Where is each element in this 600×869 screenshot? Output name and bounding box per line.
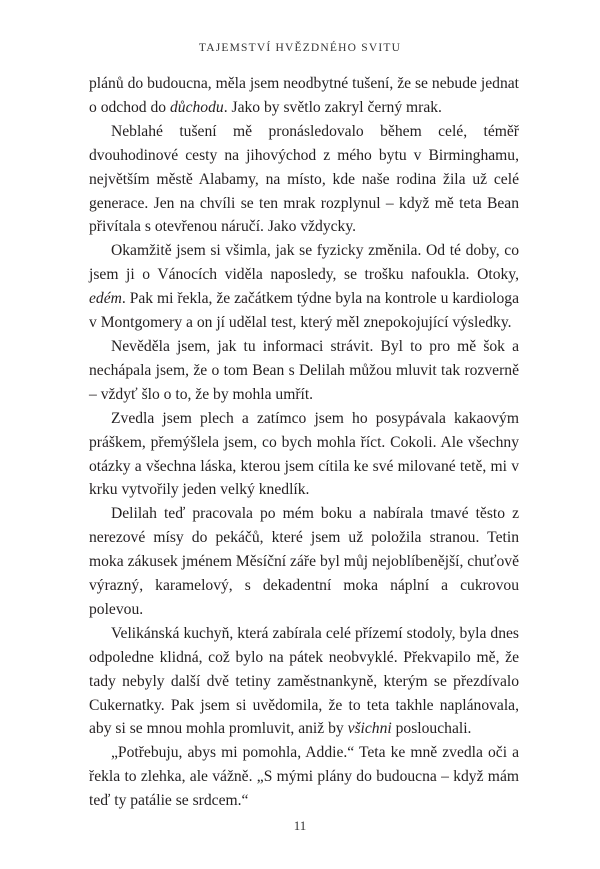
- paragraph: [89, 120, 519, 240]
- body-text: [89, 72, 519, 813]
- italic-text: edém: [89, 290, 122, 308]
- page-number: 11: [293, 818, 307, 833]
- paragraph: [89, 622, 519, 742]
- paragraph: [89, 502, 519, 622]
- text-run: . Pak mi řekla, že začátkem týdne byla na kontrole u kardiologa v Montgomery a on jí udělal test, který měl znepokojující výsledky.: [89, 290, 519, 332]
- running-head: TAJEMSTVÍ HVĚZDNÉHO SVITU: [198, 42, 402, 54]
- paragraph: [89, 72, 519, 120]
- text-run: plánů do budoucna, měla jsem neodbytné tušení, že se nebude jednat o odchod do: [89, 75, 519, 116]
- paragraph: [89, 741, 519, 813]
- text-run: Nevěděla jsem, jak tu informaci strávit. Byl to pro mě šok a nechápala jsem, že o tom Bean s Delilah můžou mluvit tak rozverně – vždyť šlo o to, že by mohla umřít.: [89, 337, 519, 403]
- italic-text: důchodu: [170, 98, 224, 116]
- paragraph: [89, 335, 519, 407]
- text-run: Okamžitě jsem si všimla, jak se fyzicky změnila. Od té doby, co jsem ji o Vánocích viděla naposledy, se trošku nafoukla. Otoky,: [89, 242, 519, 284]
- text-run: Neblahé tušení mě pronásledovalo během celé, téměř dvouhodinové cesty na jihovýchod z mého bytu v Birminghamu, největším městě Alabamy, na místo, kde naše rodina žila už celé generace. Jen na chvíli se ten mrak rozplynul – když mě teta Bean přivítala s otevřenou náručí. Jako vždycky.: [89, 122, 519, 236]
- text-run: Zvedla jsem plech a zatímco jsem ho posypávala kakaovým práškem, přemýšlela jsem, co bych mohla říct. Cokoli. Ale všechny otázky a všechna láska, kterou jsem cítila ke své milované tetě, mi v krku vytvořily jeden velký knedlík.: [89, 409, 519, 499]
- text-run: poslouchali.: [391, 720, 472, 738]
- paragraph: [89, 239, 519, 335]
- text-run: . Jako by světlo zakryl černý mrak.: [223, 98, 442, 116]
- text-run: Velikánská kuchyň, která zabírala celé přízemí stodoly, byla dnes odpoledne klidná, což bylo na pátek neobvyklé. Překvapilo mě, že tady nebyly další dvě tetiny zaměstnankyně, kterým se přezdívalo Cukernatky. Pak jsem si uvědomila, že to teta takhle naplánovala, aby si se mnou mohla promluvit, aniž by: [89, 624, 519, 738]
- italic-text: všichni: [347, 720, 392, 738]
- text-run: Delilah teď pracovala po mém boku a nabírala tmavé těsto z nerezové mísy do pekáčů, které jsem už položila stranou. Tetin moka zákusek jménem Měsíční záře byl můj nejoblíbenější, chuťově výrazný, karamelový, s dekadentní moka náplní a cukrovou polevou.: [89, 505, 519, 618]
- paragraph: [89, 407, 519, 503]
- text-run: „Potřebuju, abys mi pomohla, Addie.“ Teta ke mně zvedla oči a řekla to zlehka, ale vážně. „S mými plány do budoucna – když mám teď ty patálie se srdcem.“: [89, 744, 519, 810]
